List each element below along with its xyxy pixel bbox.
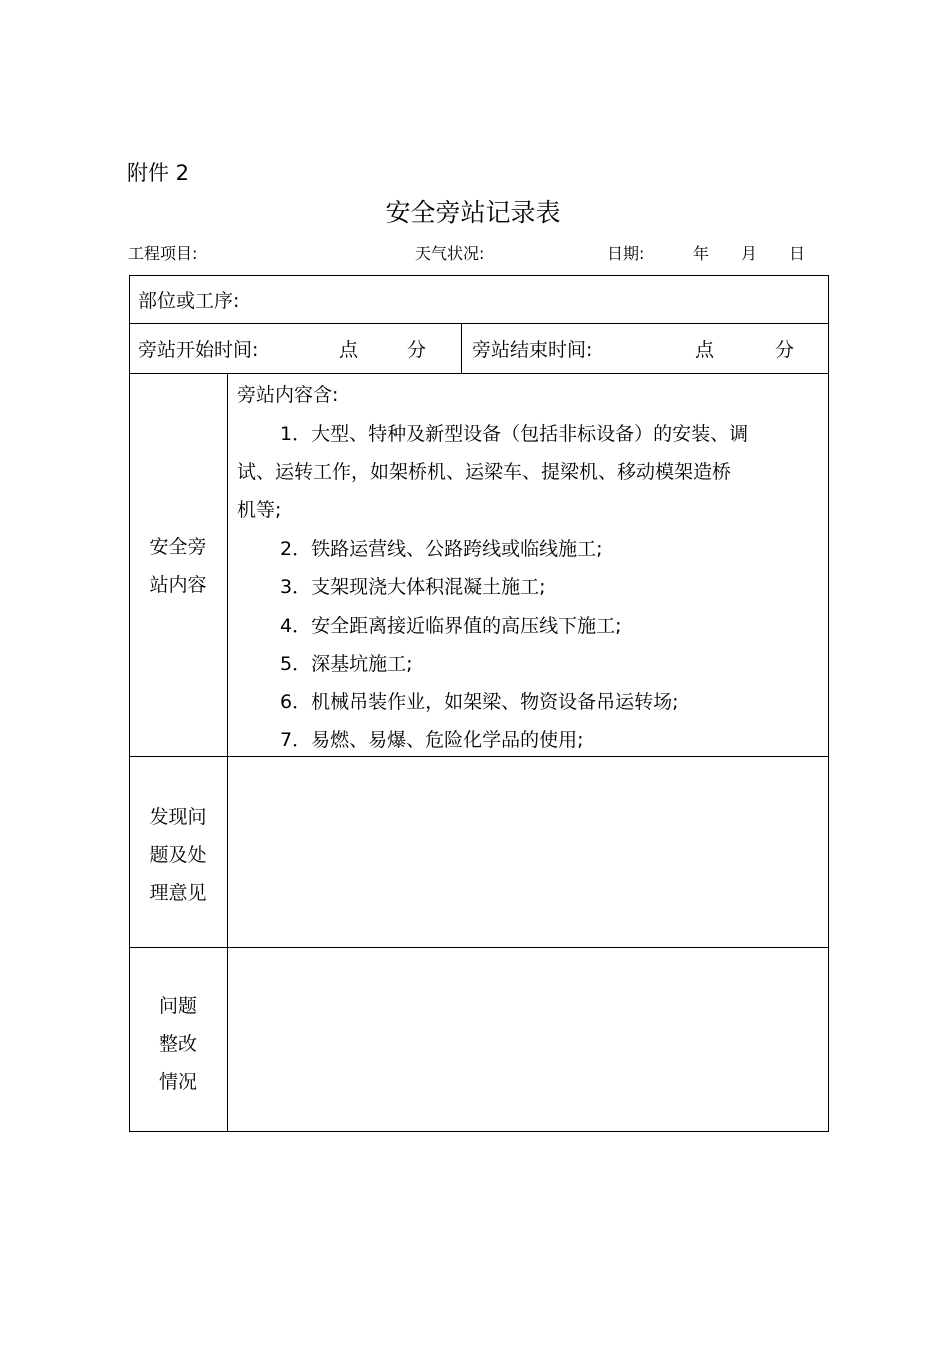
content-item: 4．安全距离接近临界值的高压线下施工; — [280, 615, 622, 637]
issues-entry-area[interactable] — [228, 757, 828, 947]
content-heading — [130, 528, 226, 604]
row-divider — [130, 323, 828, 324]
start-time-label: 旁站开始时间: — [138, 339, 259, 361]
content-item: 2．铁路运营线、公路跨线或临线施工; — [280, 538, 603, 560]
year-label: 年 — [693, 244, 710, 263]
location-label: 部位或工序: — [138, 290, 240, 312]
content-item-continued: 试、运转工作，如架桥机、运梁车、提梁机、移动模架造桥 — [237, 461, 732, 483]
start-hour-unit: 点 — [339, 339, 359, 361]
end-hour-unit: 点 — [695, 339, 715, 361]
project-label: 工程项目: — [128, 244, 198, 263]
record-table — [129, 275, 829, 1132]
content-item: 7．易燃、易爆、危险化学品的使用; — [280, 729, 584, 751]
day-label: 日 — [789, 244, 806, 263]
page-title: 安全旁站记录表 — [385, 198, 561, 227]
content-intro: 旁站内容含: — [237, 384, 339, 406]
content-item: 6．机械吊装作业，如架梁、物资设备吊运转场; — [280, 691, 679, 713]
rectification-entry-area[interactable] — [228, 948, 828, 1131]
content-item: 5．深基坑施工; — [280, 653, 413, 675]
issues-heading-line: 题及处 — [149, 844, 207, 866]
issues-heading-line: 发现问 — [149, 806, 207, 828]
weather-label: 天气状况: — [415, 244, 485, 263]
month-label: 月 — [741, 244, 758, 263]
end-time-label: 旁站结束时间: — [472, 339, 593, 361]
issues-heading-line: 理意见 — [149, 882, 207, 904]
row-divider — [130, 373, 828, 374]
rectification-heading-line: 情况 — [158, 1071, 197, 1093]
content-item: 1．大型、特种及新型设备（包括非标设备）的安装、调 — [280, 423, 749, 445]
attachment-label: 附件 2 — [127, 161, 190, 185]
content-item: 3．支架现浇大体积混凝土施工; — [280, 576, 546, 598]
content-item-continued: 机等; — [237, 499, 282, 521]
content-heading-line: 站内容 — [149, 574, 207, 596]
start-minute-unit: 分 — [407, 339, 427, 361]
rectification-heading-line: 整改 — [158, 1033, 197, 1055]
date-label: 日期: — [607, 244, 645, 263]
issues-heading — [130, 798, 226, 912]
content-heading-line: 安全旁 — [149, 536, 207, 558]
end-minute-unit: 分 — [775, 339, 795, 361]
rectification-heading-line: 问题 — [158, 995, 197, 1017]
time-divider — [461, 323, 462, 373]
rectification-heading — [130, 987, 226, 1101]
